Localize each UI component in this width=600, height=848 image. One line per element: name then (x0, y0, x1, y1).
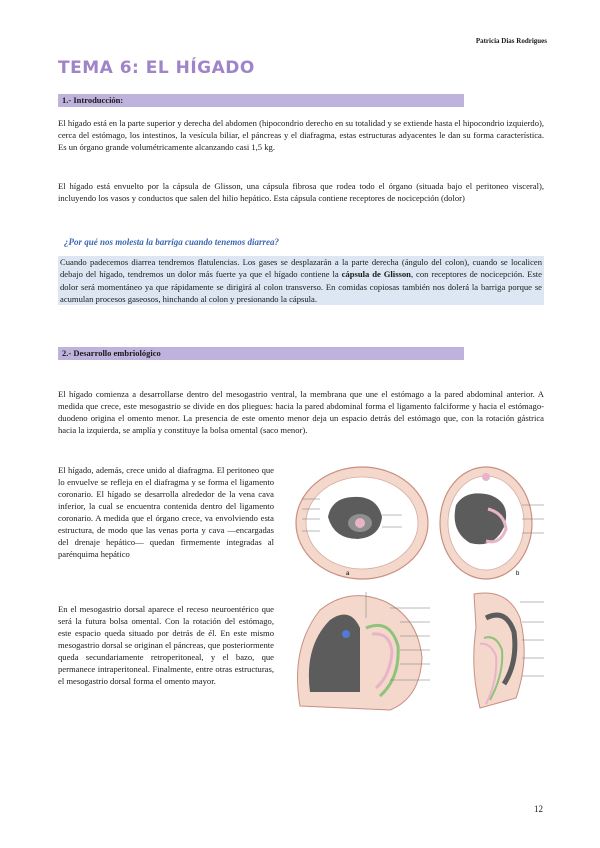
section-heading-embryo-text: 2.- Desarrollo embriológico (62, 348, 161, 358)
callout-question: ¿Por qué nos molesta la barriga cuando tenemos diarrea? (64, 237, 280, 247)
intro-paragraph-2: El hígado está envuelto por la cápsula de Glisson, una cápsula fibrosa que rodea todo el órgano (situada bajo el peritoneo visceral), incluyendo los vasos y conductos que salen del hilio hepático. Esta cápsula contiene receptores de nocicepción (dolor) (58, 181, 544, 203)
figure-a-diagram (296, 467, 428, 579)
page-title: TEMA 6: EL HÍGADO (58, 58, 255, 78)
section-heading-embryo (58, 347, 464, 360)
page-number: 12 (534, 804, 543, 814)
embryo-paragraph-2: El hígado, además, crece unido al diafragma. El peritoneo que lo envuelve se refleja en el diafragma y se forma el ligamento coronario. El hígado se desarrolla alrededor de la vena cava inferior, la cual se encuentra contenida dentro del ligamento coronario. A medida que el órgano crece, va envolviendo esta estructura, de modo que las venas porta y cava —encargadas del drenaje hepático— quedan firmemente integradas al parénquima hepático (58, 465, 274, 559)
author-header: Patricia Dias Rodrigues (475, 37, 547, 45)
callout-answer-part1: Cuando padecemos diarrea tendremos flatulencias. Los gases se desplazarán a la parte derecha (ángulo del colon), cuando se localicen debajo del hígado, tendremos un dolor más fuerte ya que el hígado contiene la (60, 257, 542, 280)
callout-answer (58, 256, 544, 305)
embryology-figure-top (290, 465, 548, 583)
figure-c-diagram (298, 592, 431, 710)
section-heading-intro (58, 94, 464, 107)
figure-d-diagram (474, 593, 544, 708)
figure-label-b: b (516, 571, 520, 577)
section-heading-intro-text: 1.- Introducción: (62, 95, 124, 105)
embryo-paragraph-3: En el mesogastrio dorsal aparece el receso neuroentérico que será la futura bolsa omental. Con la rotación del estómago, este espacio queda situado por detrás de él. En este mismo mesogastrio dorsal se originan el páncreas, que posteriormente queda secundariamente retroperitoneal, y el bazo, que permanece intraperitoneal. Finalmente, entre otras estructuras, el mesogastrio dorsal forma el omento mayor. (58, 604, 274, 686)
intro-paragraph-1: El hígado está en la parte superior y derecha del abdomen (hipocondrio derecho en su totalidad y se extiende hasta el hipocondrio izquierdo), cerca del estómago, los intestinos, la vesícula biliar, el páncreas y el diafragma, estas estructuras adyacentes le dan su forma característica. Es un órgano grande volumétricamente alcanzando casi 1,5 kg. (58, 118, 544, 152)
callout-answer-bold: cápsula de Glisson (341, 269, 411, 280)
figure-label-a: a (346, 571, 350, 577)
figure-b-diagram (440, 467, 544, 579)
callout-answer-part2: , con receptores de nocicepción. Este dolor será momentáneo ya que rápidamente se dirigirá al colon transverso. En comidas copiosas también nos dolerá la barriga porque se acumulan procesos gaseosos, hinchando al colon y presionando la cápsula. (60, 269, 542, 304)
embryology-figure-bottom (290, 588, 548, 712)
embryo-paragraph-1: El hígado comienza a desarrollarse dentro del mesogastrio ventral, la membrana que une el estómago a la pared abdominal anterior. A medida que crece, este mesogastrio se divide en dos pliegues: hacia la pared abdominal forma el ligamento falciforme y hacia el estómago-duodeno origina el omento menor. La presencia de este omento menor deja un espacio detrás del estómago que, con la rotación gástrica hacia la izquierda, se amplía y constituye la bolsa omental (saco menor). (58, 389, 544, 435)
